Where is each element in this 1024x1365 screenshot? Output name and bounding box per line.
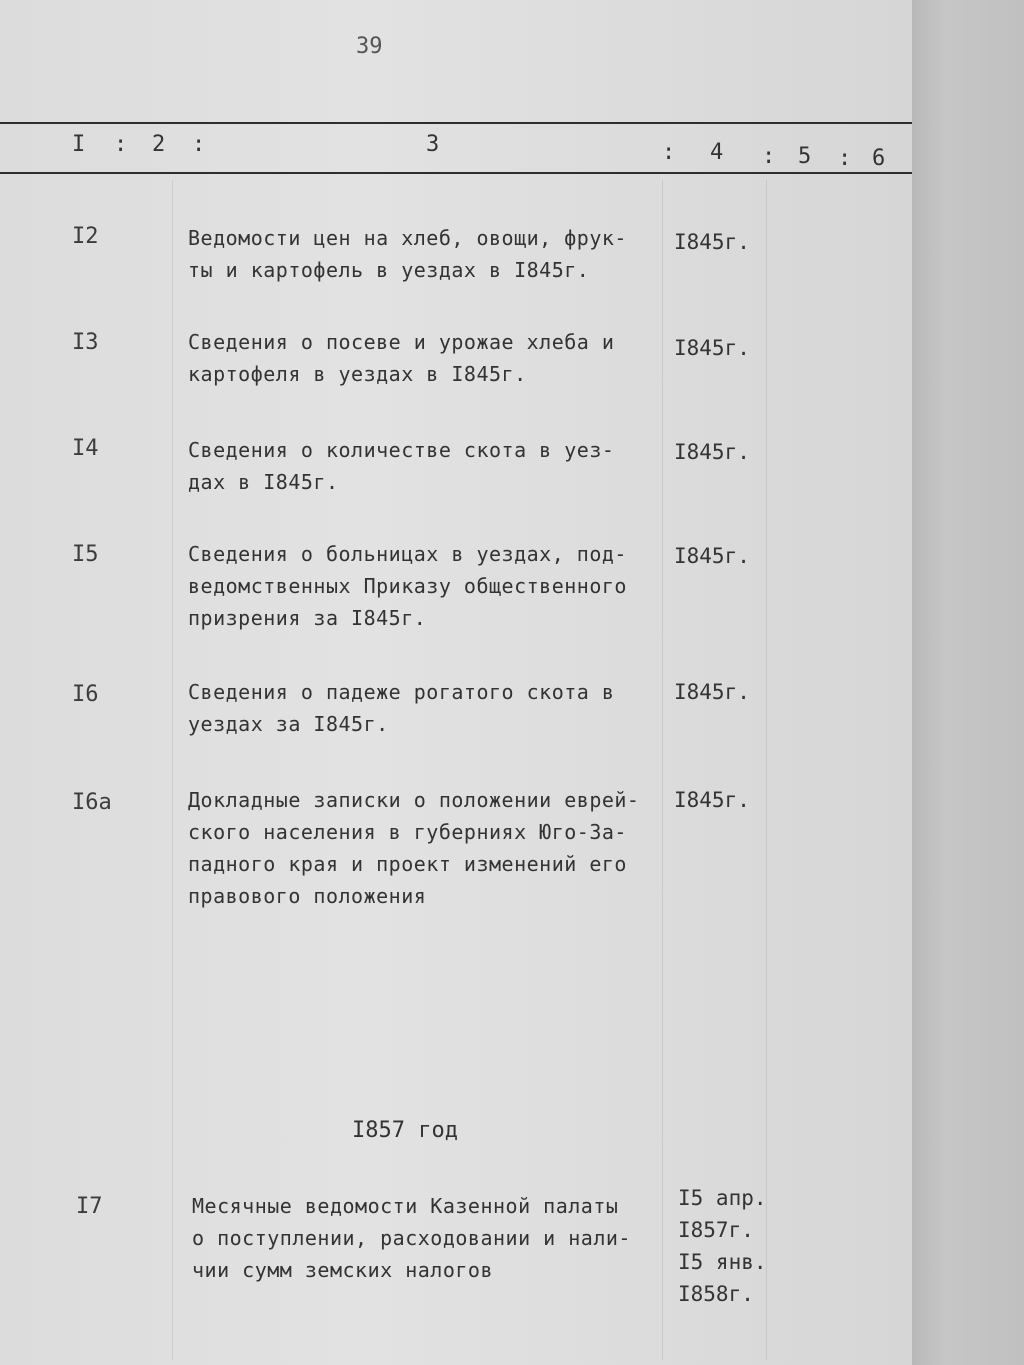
entry-date (674, 540, 750, 572)
column-header-3: 3 (426, 132, 440, 157)
entry-description (188, 222, 668, 286)
column-header-5: 5 (798, 144, 812, 169)
underlying-page (912, 0, 1024, 1365)
column-guide (172, 180, 173, 1360)
entry-number: I7 (76, 1194, 103, 1219)
entry-description (188, 326, 668, 390)
entry-description (192, 1190, 672, 1286)
entry-date-line: I845г. (674, 544, 750, 568)
entry-line: падного края и проект изменений его (188, 852, 627, 876)
column-header-2: 2 (152, 132, 166, 157)
entry-description (188, 538, 668, 634)
entry-line: Докладные записки о положении еврей- (188, 788, 640, 812)
entry-line: Сведения о больницах в уездах, под- (188, 542, 627, 566)
entry-date (674, 226, 750, 258)
column-separator: : (838, 146, 852, 171)
entry-date-line: I858г. (678, 1282, 754, 1306)
entry-date-line: I845г. (674, 440, 750, 464)
entry-date-line: I845г. (674, 788, 750, 812)
entry-date-line: I845г. (674, 336, 750, 360)
entry-line: призрения за I845г. (188, 606, 427, 630)
column-separator: : (662, 140, 676, 165)
entry-description (188, 434, 668, 498)
entry-line: ведомственных Приказу общественного (188, 574, 627, 598)
entry-date (674, 784, 750, 816)
entry-description (188, 676, 668, 740)
entry-number: I6 (72, 682, 99, 707)
entry-line: уездах за I845г. (188, 712, 389, 736)
entry-date-line: I845г. (674, 230, 750, 254)
entry-date (674, 332, 750, 364)
entry-number: I6а (72, 790, 112, 815)
column-header-4: 4 (710, 140, 724, 165)
entry-line: ты и картофель в уездах в I845г. (188, 258, 590, 282)
entry-line: чии сумм земских налогов (192, 1258, 493, 1282)
entry-date-line: I857г. (678, 1218, 754, 1242)
entry-line: Месячные ведомости Казенной палаты (192, 1194, 619, 1218)
entry-number: I4 (72, 436, 99, 461)
column-header-6: 6 (872, 146, 886, 171)
entry-line: Ведомости цен на хлеб, овощи, фрук- (188, 226, 627, 250)
entry-date (674, 436, 750, 468)
entry-description (188, 784, 668, 912)
column-separator: : (192, 132, 206, 157)
entry-date-line: I845г. (674, 680, 750, 704)
header-rule-bottom (0, 172, 912, 174)
entry-line: ского населения в губерниях Юго-За- (188, 820, 627, 844)
entry-date (674, 676, 750, 708)
column-separator: : (762, 144, 776, 169)
header-rule-top (0, 122, 912, 124)
entry-date-line: I5 янв. (678, 1250, 767, 1274)
page-number: 39 (356, 34, 383, 59)
entry-line: картофеля в уездах в I845г. (188, 362, 527, 386)
year-heading: I857 год (352, 1118, 458, 1143)
entry-date (678, 1182, 767, 1310)
entry-number: I2 (72, 224, 99, 249)
entry-line: правового положения (188, 884, 427, 908)
entry-date-line: I5 апр. (678, 1186, 767, 1210)
column-header-1: I (72, 132, 86, 157)
entry-line: Сведения о падеже рогатого скота в (188, 680, 615, 704)
entry-line: дах в I845г. (188, 470, 339, 494)
entry-number: I5 (72, 542, 99, 567)
entry-line: о поступлении, расходовании и нали- (192, 1226, 631, 1250)
entry-line: Сведения о количестве скота в уез- (188, 438, 615, 462)
entry-number: I3 (72, 330, 99, 355)
entry-line: Сведения о посеве и урожае хлеба и (188, 330, 615, 354)
column-separator: : (114, 132, 128, 157)
